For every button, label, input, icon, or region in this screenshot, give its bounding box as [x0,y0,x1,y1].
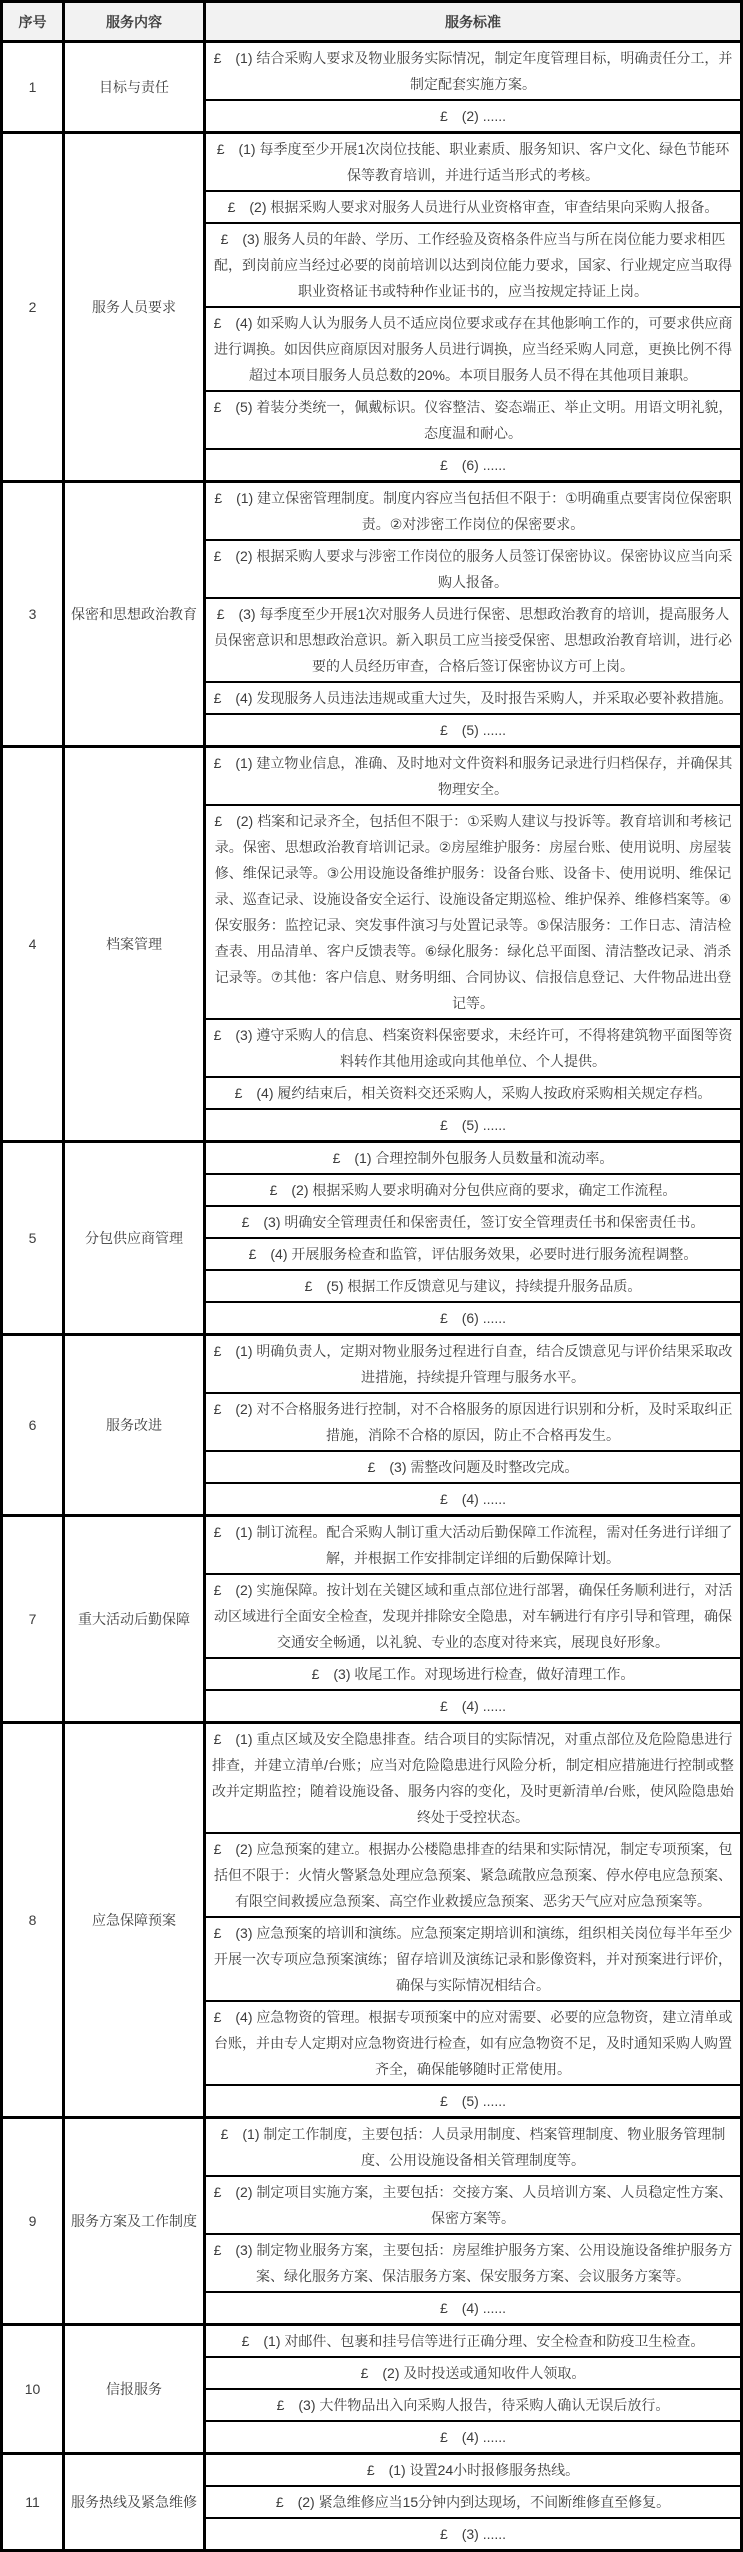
standards-list [206,2119,740,2323]
standards-list [206,1336,740,1514]
table-row [3,1333,740,1514]
table-row [3,2323,740,2452]
standards-list [206,1143,740,1333]
standard-item: £ (1) 每季度至少开展1次岗位技能、职业素质、服务知识、客户文化、绿色节能环保等教育培训，并进行适当形式的考核。 [216,141,730,183]
standards-list [206,748,740,1140]
row-number: 5 [3,1143,65,1333]
standard-item: £ (3) 服务人员的年龄、学历、工作经验及资格条件应当与所在岗位能力要求相匹配，到岗前应当经过必要的岗前培训以达到岗位能力要求，国家、行业规定应当取得职业资格证书或特种作业证书的，应当按规定持证上岗。 [206,222,740,306]
table-row [3,2116,740,2323]
standard-item: £ (2) 应急预案的建立。根据办公楼隐患排查的结果和实际情况，制定专项预案，包括但不限于：火情火警紧急处理应急预案、紧急疏散应急预案、停水停电应急预案、有限空间救援应急预案、高空作业救援应急预案、恶劣天气应对应急预案等。 [206,1832,740,1916]
standard-item: £ (1) 重点区域及安全隐患排查。结合项目的实际情况，对重点部位及危险隐患进行排查，并建立清单/台账；应当对危险隐患进行风险分析，制定相应措施进行控制或整改并定期监控；随着设施设备、服务内容的变化，及时更新清单/台账，使风险隐患始终处于受控状态。 [212,1731,734,1825]
standard-item: £ (2) 制定项目实施方案，主要包括：交接方案、人员培训方案、人员稳定性方案、保密方案等。 [206,2175,740,2233]
standard-item: £ (1) 设置24小时报修服务热线。 [366,2462,580,2478]
standard-item: £ (3) ...... [206,2517,740,2549]
standard-item: £ (1) 建立保密管理制度。制度内容应当包括但不限于：①明确重点要害岗位保密职责。②对涉密工作岗位的保密要求。 [214,490,732,532]
table-row [3,745,740,1140]
standards-list [206,134,740,480]
standard-item: £ (1) 对邮件、包裹和挂号信等进行正确分理、安全检查和防疫卫生检查。 [241,2333,705,2349]
table-row [3,131,740,480]
standards-list [206,1724,740,2116]
row-number: 10 [3,2326,65,2452]
row-content-label: 档案管理 [65,748,206,1140]
table-row [3,2452,740,2549]
standard-item: £ (4) 开展服务检查和监管，评估服务效果，必要时进行服务流程调整。 [206,1237,740,1269]
standard-item: £ (2) 实施保障。按计划在关键区域和重点部位进行部署，确保任务顺利进行，对活动区域进行全面安全检查，发现并排除安全隐患，对车辆进行有序引导和管理，确保交通安全畅通，以礼貌、专业的态度对待来宾，展现良好形象。 [206,1573,740,1657]
standard-item: £ (3) 大件物品出入向采购人报告，待采购人确认无误后放行。 [206,2388,740,2420]
standards-list [206,2326,740,2452]
standard-item: £ (4) 履约结束后，相关资料交还采购人，采购人按政府采购相关规定存档。 [206,1076,740,1108]
standard-item: £ (6) ...... [206,448,740,480]
standard-item: £ (2) 根据采购人要求与涉密工作岗位的服务人员签订保密协议。保密协议应当向采购人报备。 [206,539,740,597]
standard-item: £ (6) ...... [206,1301,740,1333]
row-number: 11 [3,2455,65,2549]
standards-list [206,2455,740,2549]
standard-item: £ (4) ...... [206,2291,740,2323]
row-number: 9 [3,2119,65,2323]
standard-item: £ (5) ...... [206,713,740,745]
standard-item: £ (2) 根据采购人要求对服务人员进行从业资格审查，审查结果向采购人报备。 [206,190,740,222]
standard-item: £ (1) 明确负责人，定期对物业服务过程进行自查，结合反馈意见与评价结果采取改进措施，持续提升管理与服务水平。 [213,1343,733,1385]
column-header-content: 服务内容 [65,3,206,40]
standard-item: £ (3) 每季度至少开展1次对服务人员进行保密、思想政治教育的培训，提高服务人员保密意识和思想政治意识。新入职员工应当接受保密、思想政治教育培训，进行必要的人员经历审查，合格后签订保密协议方可上岗。 [206,597,740,681]
standard-item: £ (4) 应急物资的管理。根据专项预案中的应对需要、必要的应急物资，建立清单或台账，并由专人定期对应急物资进行检查，如有应急物资不足，及时通知采购人购置齐全，确保能够随时正常使用。 [206,2000,740,2084]
standard-item: £ (2) 及时投送或通知收件人领取。 [206,2356,740,2388]
standard-item: £ (3) 制定物业服务方案，主要包括：房屋维护服务方案、公用设施设备维护服务方案、绿化服务方案、保洁服务方案、保安服务方案、会议服务方案等。 [206,2233,740,2291]
standard-item: £ (3) 需整改问题及时整改完成。 [206,1450,740,1482]
row-content-label: 服务热线及紧急维修 [65,2455,206,2549]
row-number: 6 [3,1336,65,1514]
standards-list [206,43,740,131]
row-content-label: 服务人员要求 [65,134,206,480]
standard-item: £ (1) 结合采购人要求及物业服务实际情况，制定年度管理目标，明确责任分工，并制定配套实施方案。 [213,50,733,92]
table-row [3,1514,740,1721]
standard-item: £ (4) ...... [206,1689,740,1721]
standard-item: £ (4) 发现服务人员违法违规或重大过失，及时报告采购人，并采取必要补救措施。 [206,681,740,713]
standard-item: £ (1) 制订流程。配合采购人制订重大活动后勤保障工作流程，需对任务进行详细了解，并根据工作安排制定详细的后勤保障计划。 [213,1524,733,1566]
standard-item: £ (4) ...... [206,2420,740,2452]
standard-item: £ (5) 根据工作反馈意见与建议，持续提升服务品质。 [206,1269,740,1301]
row-content-label: 服务改进 [65,1336,206,1514]
row-content-label: 应急保障预案 [65,1724,206,2116]
table-row [3,1140,740,1333]
standard-item: £ (4) ...... [206,1482,740,1514]
row-content-label: 目标与责任 [65,43,206,131]
column-header-standard: 服务标准 [445,13,501,30]
standards-list [206,483,740,745]
table-row [3,480,740,745]
standard-item: £ (1) 制定工作制度，主要包括：人员录用制度、档案管理制度、物业服务管理制度、公用设施设备相关管理制度等。 [220,2126,726,2168]
standard-item: £ (2) 档案和记录齐全，包括但不限于：①采购人建议与投诉等。教育培训和考核记录。保密、思想政治教育培训记录。②房屋维护服务：房屋台账、使用说明、房屋装修、维保记录等。③公用设施设备维护服务：设备台账、设备卡、使用说明、维保记录、巡查记录、设施设备安全运行、设施设备定期巡检、维护保养、维修档案等。④保安服务：监控记录、突发事件演习与处置记录等。⑤保洁服务：工作日志、清洁检查表、用品清单、客户反馈表等。⑥绿化服务：绿化总平面图、清洁整改记录、消杀记录等。⑦其他：客户信息、财务明细、合同协议、信报信息登记、大件物品进出登记等。 [206,804,740,1018]
row-content-label: 分包供应商管理 [65,1143,206,1333]
standard-item: £ (1) 建立物业信息，准确、及时地对文件资料和服务记录进行归档保存，并确保其物理安全。 [213,755,733,797]
standard-item: £ (5) ...... [206,2084,740,2116]
row-content-label: 保密和思想政治教育 [65,483,206,745]
standard-item: £ (3) 明确安全管理责任和保密责任，签订安全管理责任书和保密责任书。 [206,1205,740,1237]
standard-item: £ (2) 根据采购人要求明确对分包供应商的要求，确定工作流程。 [206,1173,740,1205]
standard-item: £ (4) 如采购人认为服务人员不适应岗位要求或存在其他影响工作的，可要求供应商进行调换。如因供应商原因对服务人员进行调换，应当经采购人同意，更换比例不得超过本项目服务人员总数的20%。本项目服务人员不得在其他项目兼职。 [206,306,740,390]
standard-item: £ (2) 紧急维修应当15分钟内到达现场，不间断维修直至修复。 [206,2485,740,2517]
table-header-row [3,3,740,40]
standard-item: £ (3) 遵守采购人的信息、档案资料保密要求，未经许可，不得将建筑物平面图等资料转作其他用途或向其他单位、个人提供。 [206,1018,740,1076]
row-number: 1 [3,43,65,131]
standard-item: £ (5) 着装分类统一，佩戴标识。仪容整洁、姿态端正、举止文明。用语文明礼貌，态度温和耐心。 [206,390,740,448]
standards-list [206,1517,740,1721]
row-number: 8 [3,1724,65,2116]
column-header-no: 序号 [3,3,65,40]
row-content-label: 信报服务 [65,2326,206,2452]
standard-item: £ (1) 合理控制外包服务人员数量和流动率。 [332,1150,614,1166]
row-content-label: 重大活动后勤保障 [65,1517,206,1721]
row-number: 2 [3,134,65,480]
row-number: 4 [3,748,65,1140]
standard-item: £ (2) 对不合格服务进行控制，对不合格服务的原因进行识别和分析，及时采取纠正措施，消除不合格的原因，防止不合格再发生。 [206,1392,740,1450]
row-content-label: 服务方案及工作制度 [65,2119,206,2323]
table-row [3,40,740,131]
row-number: 3 [3,483,65,745]
standard-item: £ (3) 收尾工作。对现场进行检查，做好清理工作。 [206,1657,740,1689]
standard-item: £ (5) ...... [206,1108,740,1140]
row-number: 7 [3,1517,65,1721]
standard-item: £ (3) 应急预案的培训和演练。应急预案定期培训和演练，组织相关岗位每半年至少开展一次专项应急预案演练；留存培训及演练记录和影像资料，并对预案进行评价，确保与实际情况相结合。 [206,1916,740,2000]
table-row [3,1721,740,2116]
standard-item: £ (2) ...... [206,99,740,131]
